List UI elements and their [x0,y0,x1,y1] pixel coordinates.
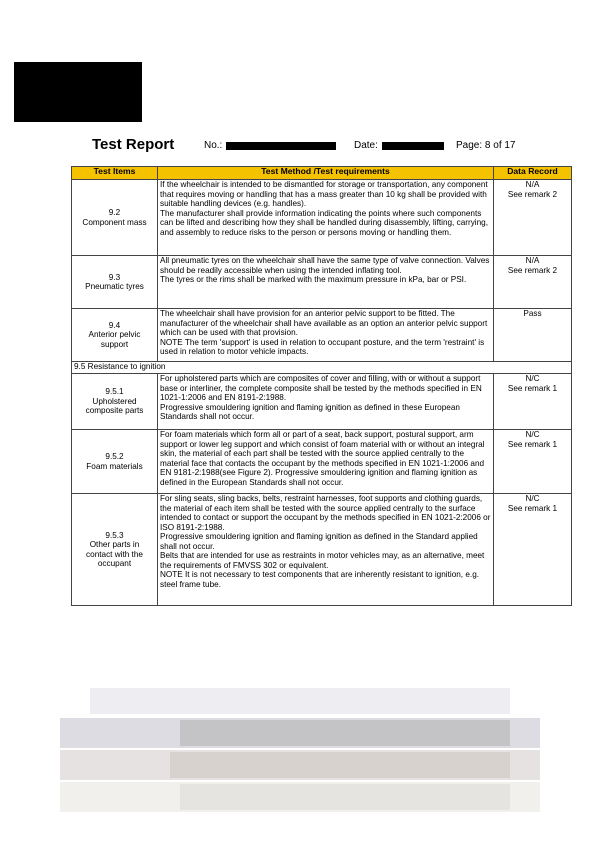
redacted-report-number [226,142,336,150]
test-method-paragraph: The manufacturer shall provide information indicating the points where such components can be lifted and describing how they shall be handled during disassembly, lifting, carrying, and assembly to reduce risks to the person or persons moving or handling them. [160,208,488,237]
blurred-footer [60,688,540,812]
data-record-cell [494,309,572,362]
test-method-paragraph: For sling seats, sling backs, belts, restraint harnesses, foot supports and clothing guards, the material of each item shall be tested with the source applied centrally to the surface intended to contact or support the occupant by the methods specified in EN 1021-2:2006 or ISO 8191-2:1988. [160,494,491,532]
redacted-date [382,142,444,150]
test-item-line: support [100,339,129,349]
test-item-line: 9.5.1 [105,387,124,397]
report-title: Test Report [92,136,175,153]
page-number: Page: 8 of 17 [456,140,516,151]
test-item-line: 9.2 [108,208,121,217]
test-method-cell [158,374,494,430]
test-method-paragraph: For upholstered parts which are composites of cover and filling, with or without a support base or interliner, the complete composite shall be tested by the methods specified in EN 1021-1:2006 and EN 8191-2:1988. [160,374,482,402]
table-row [72,256,572,309]
data-record-line: See remark 1 [507,503,558,513]
data-record-line: See remark 2 [507,189,558,199]
test-method-paragraph: Belts that are intended for use as restraints in motor vehicles may, as an alternative, meet the requirements of FMVSS 302 or equivalent. [160,551,485,570]
data-record-line: N/C [525,430,540,439]
test-method-paragraph: NOTE It is not necessary to test components that are inherently resistant to ignition, e.g. steel frame tube. [160,570,480,589]
column-header-test-items: Test Items [72,167,158,180]
section-title: 9.5 Resistance to ignition [72,362,572,374]
test-method-paragraph: If the wheelchair is intended to be dismantled for storage or transportation, any component that requires moving or handling that has a mass greater than 10 kg shall be provided with suitable handling devices (e.g. handles). [160,180,488,208]
test-method-paragraph: Progressive smouldering ignition and flaming ignition as defined in these European Standards shall not occur. [160,402,460,421]
report-number-label: No.: [204,140,223,151]
test-item-line: 9.4 [108,320,121,330]
data-record-line: See remark 1 [507,383,558,393]
column-header-test-method: Test Method /Test requirements [158,167,494,180]
data-record-cell [494,180,572,256]
data-record-line: N/C [525,494,540,503]
test-item-line: contact with the [86,549,143,559]
data-record-line: See remark 2 [507,265,558,275]
test-item-line: Component mass [82,217,147,227]
test-item-line: Other parts in [89,540,140,549]
test-method-cell [158,430,494,494]
data-record-cell [494,256,572,309]
test-method-cell [158,180,494,256]
data-record-line: Pass [523,309,542,318]
test-method-cell [158,494,494,606]
table-row [72,494,572,606]
test-item-cell [72,430,158,494]
test-method-paragraph: The tyres or the rims shall be marked with the maximum pressure in kPa, bar or PSI. [160,275,467,284]
section-row [72,362,572,374]
test-method-paragraph: For foam materials which form all or part of a seat, back support, postural support, arm support or lower leg support and which consist of foam material with or without an integral skin, the material of each part shall be tested with the source applied centrally to the material face that contacts the occupant by the methods specified in EN 1021-1:2006 and EN 9181-2:1988(see Figure 2). Progressive smouldering ignition and flaming ignition as defined in the European Standards shall not occur. [160,430,485,487]
test-item-line: 9.5.2 [105,452,124,461]
test-item-line: Upholstered [92,396,137,406]
data-record-cell [494,430,572,494]
report-header [0,136,600,156]
test-method-cell [158,309,494,362]
test-item-cell [72,180,158,256]
data-record-line: N/C [525,374,540,383]
test-item-line: Pneumatic tyres [85,282,144,291]
test-method-paragraph: The wheelchair shall have provision for an anterior pelvic support to be fitted. The manufacturer of the wheelchair shall have available as an option an anterior pelvic support which can be used with that provision. [160,309,488,337]
test-item-line: 9.3 [108,272,121,282]
test-item-line: occupant [97,559,132,568]
data-record-line: See remark 1 [507,439,558,449]
test-method-paragraph: Progressive smouldering ignition and flaming ignition as defined in the Standard applied shall not occur. [160,532,478,551]
data-record-cell [494,494,572,606]
column-header-data-record: Data Record [494,167,572,180]
table-row [72,309,572,362]
table-row [72,430,572,494]
table-header-row [72,167,572,180]
test-requirements-table [71,166,572,606]
redacted-logo [14,62,142,122]
test-item-cell [72,494,158,606]
test-item-line: composite parts [85,406,144,416]
table-row [72,374,572,430]
date-label: Date: [354,140,378,151]
table-row [72,180,572,256]
test-method-paragraph: All pneumatic tyres on the wheelchair shall have the same type of valve connection. Valves should be readily accessible when using the intended inflating tool. [160,256,490,275]
test-method-cell [158,256,494,309]
data-record-line: N/A [525,180,540,189]
data-record-line: N/A [525,256,540,265]
test-item-line: Foam materials [86,461,143,471]
test-item-cell [72,309,158,362]
test-item-line: Anterior pelvic [88,330,141,340]
test-item-cell [72,374,158,430]
test-item-line: 9.5.3 [105,530,124,540]
data-record-cell [494,374,572,430]
test-item-cell [72,256,158,309]
test-method-paragraph: NOTE The term 'support' is used in relation to occupant posture, and the term 'restraint' is used in relation to motor vehicle impacts. [160,337,485,356]
